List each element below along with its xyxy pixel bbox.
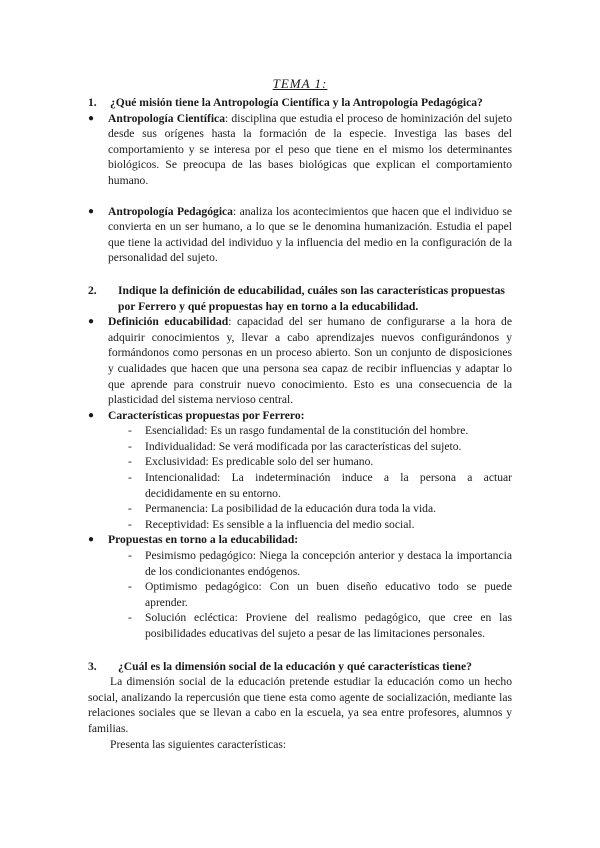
list-item: - Pesimismo pedagógico: Niega la concepción anterior y destaca la importancia de los condicionantes endógenos. (128, 549, 512, 578)
question-2 (88, 283, 512, 314)
bullet-icon: ● (88, 316, 95, 328)
question-text: Indique la definición de educabilidad, cuáles son las características propuestas por Ferrero y qué propuestas hay en torno a la educabilidad. (118, 283, 505, 313)
body-paragraph: Presenta las siguientes características: (110, 737, 287, 751)
document-page (88, 70, 512, 752)
list-item: - Optimismo pedagógico: Con un buen diseño educativo todo se puede aprender. (128, 580, 512, 609)
list-item: - Esencialidad: Es un rasgo fundamental de la constitución del hombre. (128, 424, 469, 438)
list-item: - Receptividad: Es sensible a la influencia del medio social. (128, 517, 415, 531)
section-heading: Características propuestas por Ferrero: (108, 408, 305, 422)
term-label: Antropología Científica (108, 111, 225, 125)
bullet-icon: ● (88, 205, 95, 217)
list-item (88, 111, 512, 189)
list-item: - Individualidad: Se verá modificada por las características del sujeto. (128, 439, 462, 453)
ferrero-list (128, 423, 512, 532)
question-number: 1. (88, 96, 97, 109)
page-title: TEMA 1: (272, 76, 328, 91)
question-number: 2. (88, 283, 97, 297)
question-number: 3. (88, 659, 97, 673)
list-item (88, 204, 512, 266)
list-item: - Solución ecléctica: Proviene del realismo pedagógico, que cree en las posibilidades educativas del sujeto a pesar de las limitaciones personales. (128, 611, 512, 640)
question-1 (88, 95, 512, 111)
question-3 (88, 659, 512, 675)
list-item (88, 532, 512, 548)
term-definition: : capacidad del ser humano de configurarse a la hora de adquirir conocimientos y, llevar a cabo aprendizajes nuevos configurándonos y formándonos como personas en un proceso abierto. Son un conjunto de disposiciones y cualidades que hacen que una persona sea capaz de recibir influencias y adaptar lo que aprende para construir nuevo conocimiento. Esto es una consecuencia de la plasticidad del sistema nervioso central. (108, 315, 512, 407)
bullet-icon: ● (88, 112, 95, 124)
list-item: - Exclusividad: Es predicable solo del ser humano. (128, 455, 374, 469)
term-definition: : analiza los acontecimientos que hacen que el individuo se convierta en un ser humano, a lo que se le denomina humanización. Estudia el papel que tiene la actividad del individuo y la influencia del medio en la configuración de la personalidad del sujeto. (108, 204, 512, 265)
term-definition: : disciplina que estudia el proceso de hominización del sujeto desde sus orígenes hasta la formación de la especie. Investiga las bases del comportamiento y se interesa por el peso que tiene en el mismo los determinantes biológicos. Se preocupa de las bases biológicas que explican el comportamiento humano. (108, 111, 513, 187)
term-label: Antropología Pedagógica (108, 204, 233, 218)
list-item: - Intencionalidad: La indeterminación induce a la persona a actuar decididamente en su entorno. (128, 471, 512, 500)
list-item: - Permanencia: La posibilidad de la educación dura toda la vida. (128, 502, 437, 516)
bullet-icon: ● (88, 534, 95, 546)
propuestas-list (128, 548, 512, 642)
term-label: Definición educabilidad (108, 315, 229, 329)
list-item (88, 314, 512, 408)
section-heading: Propuestas en torno a la educabilidad: (108, 533, 299, 547)
question-text: ¿Cuál es la dimensión social de la educación y qué características tiene? (118, 659, 472, 673)
list-item (88, 408, 512, 424)
body-paragraph: La dimensión social de la educación pretende estudiar la educación como un hecho social, analizando la repercusión que tiene esta como agente de socialización, mediante las relaciones sociales que se llevan a cabo en la escuela, ya sea entre profesores, alumnos y familias. (88, 675, 512, 735)
question-text: ¿Qué misión tiene la Antropología Científica y la Antropología Pedagógica? (110, 96, 483, 109)
bullet-icon: ● (88, 409, 95, 421)
